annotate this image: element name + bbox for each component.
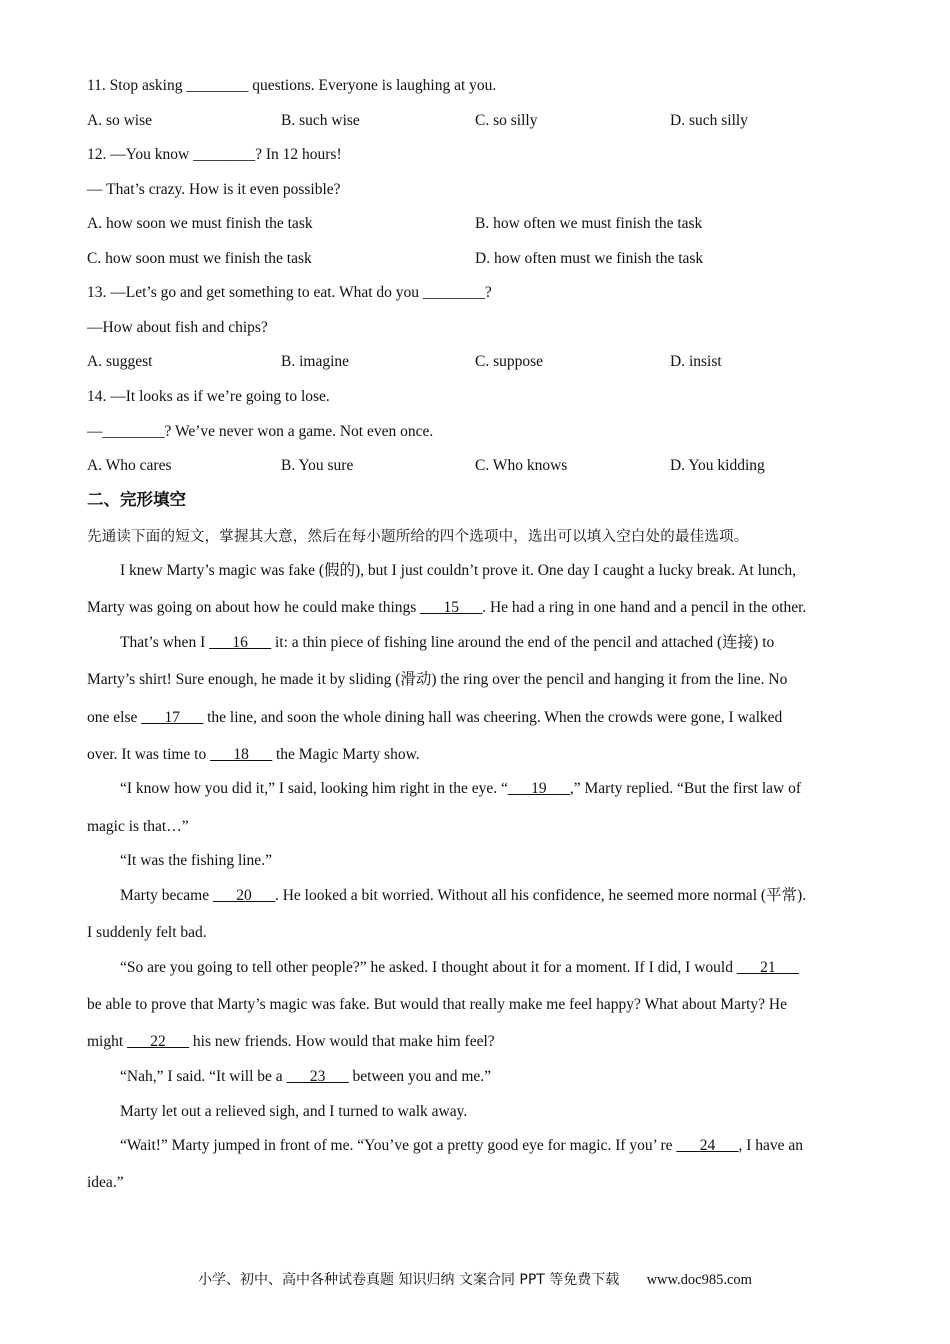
footer-url[interactable]: www.doc985.com: [646, 1272, 752, 1288]
passage-line: I suddenly felt bad.: [87, 924, 207, 941]
q13-option-d: D. insist: [670, 353, 722, 370]
footer-text: 小学、初中、高中各种试卷真题 知识归纳 文案合同 PPT 等免费下载: [198, 1272, 620, 1288]
passage-text: “Wait!” Marty jumped in front of me. “You’ve got a pretty good eye for magic. If you’ re: [120, 1137, 677, 1154]
question-14-reply: —________? We’ve never won a game. Not even once.: [87, 423, 434, 440]
question-14-stem: 14. —It looks as if we’re going to lose.: [87, 388, 330, 405]
q11-option-a: A. so wise: [87, 112, 153, 129]
passage-text: the Magic Marty show.: [272, 746, 420, 763]
blank-23: ___23___: [286, 1068, 349, 1085]
passage-text: . He had a ring in one hand and a pencil in the other.: [482, 599, 807, 616]
passage-text: his new friends. How would that make him feel?: [189, 1033, 495, 1050]
passage-text: “Nah,” I said. “It will be a: [120, 1068, 287, 1085]
passage-line: [120, 958, 799, 978]
passage-line: Marty let out a relieved sigh, and I turned to walk away.: [120, 1103, 468, 1120]
q11-option-b: B. such wise: [281, 112, 360, 129]
passage-text: over. It was time to: [87, 746, 211, 763]
passage-line: idea.”: [87, 1174, 124, 1191]
passage-text: might: [87, 1033, 128, 1050]
passage-line: magic is that…”: [87, 818, 189, 835]
passage-line: [120, 1067, 491, 1087]
q12-option-b: B. how often we must finish the task: [475, 215, 703, 232]
q13-option-a: A. suggest: [87, 353, 153, 370]
blank-21: ___21___: [736, 959, 799, 976]
passage-text: between you and me.”: [348, 1068, 492, 1085]
passage-text: it: a thin piece of fishing line around the end of the pencil and attached (连接) to: [271, 634, 775, 651]
passage-text: That’s when I: [120, 634, 210, 651]
blank-22: ___22___: [127, 1033, 190, 1050]
q13-option-c: C. suppose: [475, 353, 544, 370]
passage-line: [87, 708, 782, 728]
passage-line: [120, 779, 801, 799]
q11-option-c: C. so silly: [475, 112, 538, 129]
passage-line: [87, 1032, 495, 1052]
passage-text: Marty became: [120, 887, 213, 904]
question-13-stem: 13. —Let’s go and get something to eat. What do you ________?: [87, 284, 492, 301]
section-instruction: 先通读下面的短文，掌握其大意，然后在每小题所给的四个选项中，选出可以填入空白处的最佳选项。: [87, 529, 749, 545]
passage-text: the line, and soon the whole dining hall was cheering. When the crowds were gone, I walked: [203, 709, 783, 726]
passage-text: . He looked a bit worried. Without all his confidence, he seemed more normal (平常).: [274, 887, 807, 904]
passage-line: [87, 598, 806, 618]
blank-15: ___15___: [420, 599, 483, 616]
q12-option-a: A. how soon we must finish the task: [87, 215, 313, 232]
passage-line: Marty’s shirt! Sure enough, he made it by sliding (滑动) the ring over the pencil and hanging it from the line. No: [87, 671, 788, 688]
question-11-stem: 11. Stop asking ________ questions. Everyone is laughing at you.: [87, 77, 497, 94]
passage-line: [120, 633, 774, 653]
passage-text: “I know how you did it,” I said, looking him right in the eye. “: [120, 780, 508, 797]
q14-option-a: A. Who cares: [87, 457, 172, 474]
blank-18: ___18___: [210, 746, 273, 763]
passage-text: Marty was going on about how he could make things: [87, 599, 421, 616]
section-heading: 二、完形填空: [87, 490, 186, 509]
page-footer: [0, 1269, 950, 1289]
passage-line: [120, 1136, 803, 1156]
blank-20: ___20___: [212, 887, 275, 904]
q14-option-c: C. Who knows: [475, 457, 568, 474]
q12-option-d: D. how often must we finish the task: [475, 250, 704, 267]
blank-17: ___17___: [141, 709, 204, 726]
passage-line: [87, 745, 420, 765]
passage-line: be able to prove that Marty’s magic was fake. But would that really make me feel happy? What about Marty? He: [87, 996, 787, 1013]
q13-option-b: B. imagine: [281, 353, 350, 370]
question-12-reply: — That’s crazy. How is it even possible?: [87, 181, 341, 198]
question-12-stem: 12. —You know ________? In 12 hours!: [87, 146, 342, 163]
q14-option-d: D. You kidding: [670, 457, 765, 474]
passage-line: “It was the fishing line.”: [120, 852, 272, 869]
passage-line: [120, 886, 806, 906]
passage-text: “So are you going to tell other people?” he asked. I thought about it for a moment. If I did, I would: [120, 959, 737, 976]
q14-option-b: B. You sure: [281, 457, 354, 474]
q11-option-d: D. such silly: [670, 112, 748, 129]
blank-24: ___24___: [676, 1137, 739, 1154]
q12-option-c: C. how soon must we finish the task: [87, 250, 312, 267]
blank-19: ___19___: [507, 780, 570, 797]
passage-line: I knew Marty’s magic was fake (假的), but I just couldn’t prove it. One day I caught a lucky break. At lunch,: [120, 562, 796, 579]
blank-16: ___16___: [209, 634, 272, 651]
passage-text: ,” Marty replied. “But the first law of: [569, 780, 802, 797]
passage-text: one else: [87, 709, 142, 726]
passage-text: , I have an: [738, 1137, 804, 1154]
question-13-reply: —How about fish and chips?: [87, 319, 268, 336]
